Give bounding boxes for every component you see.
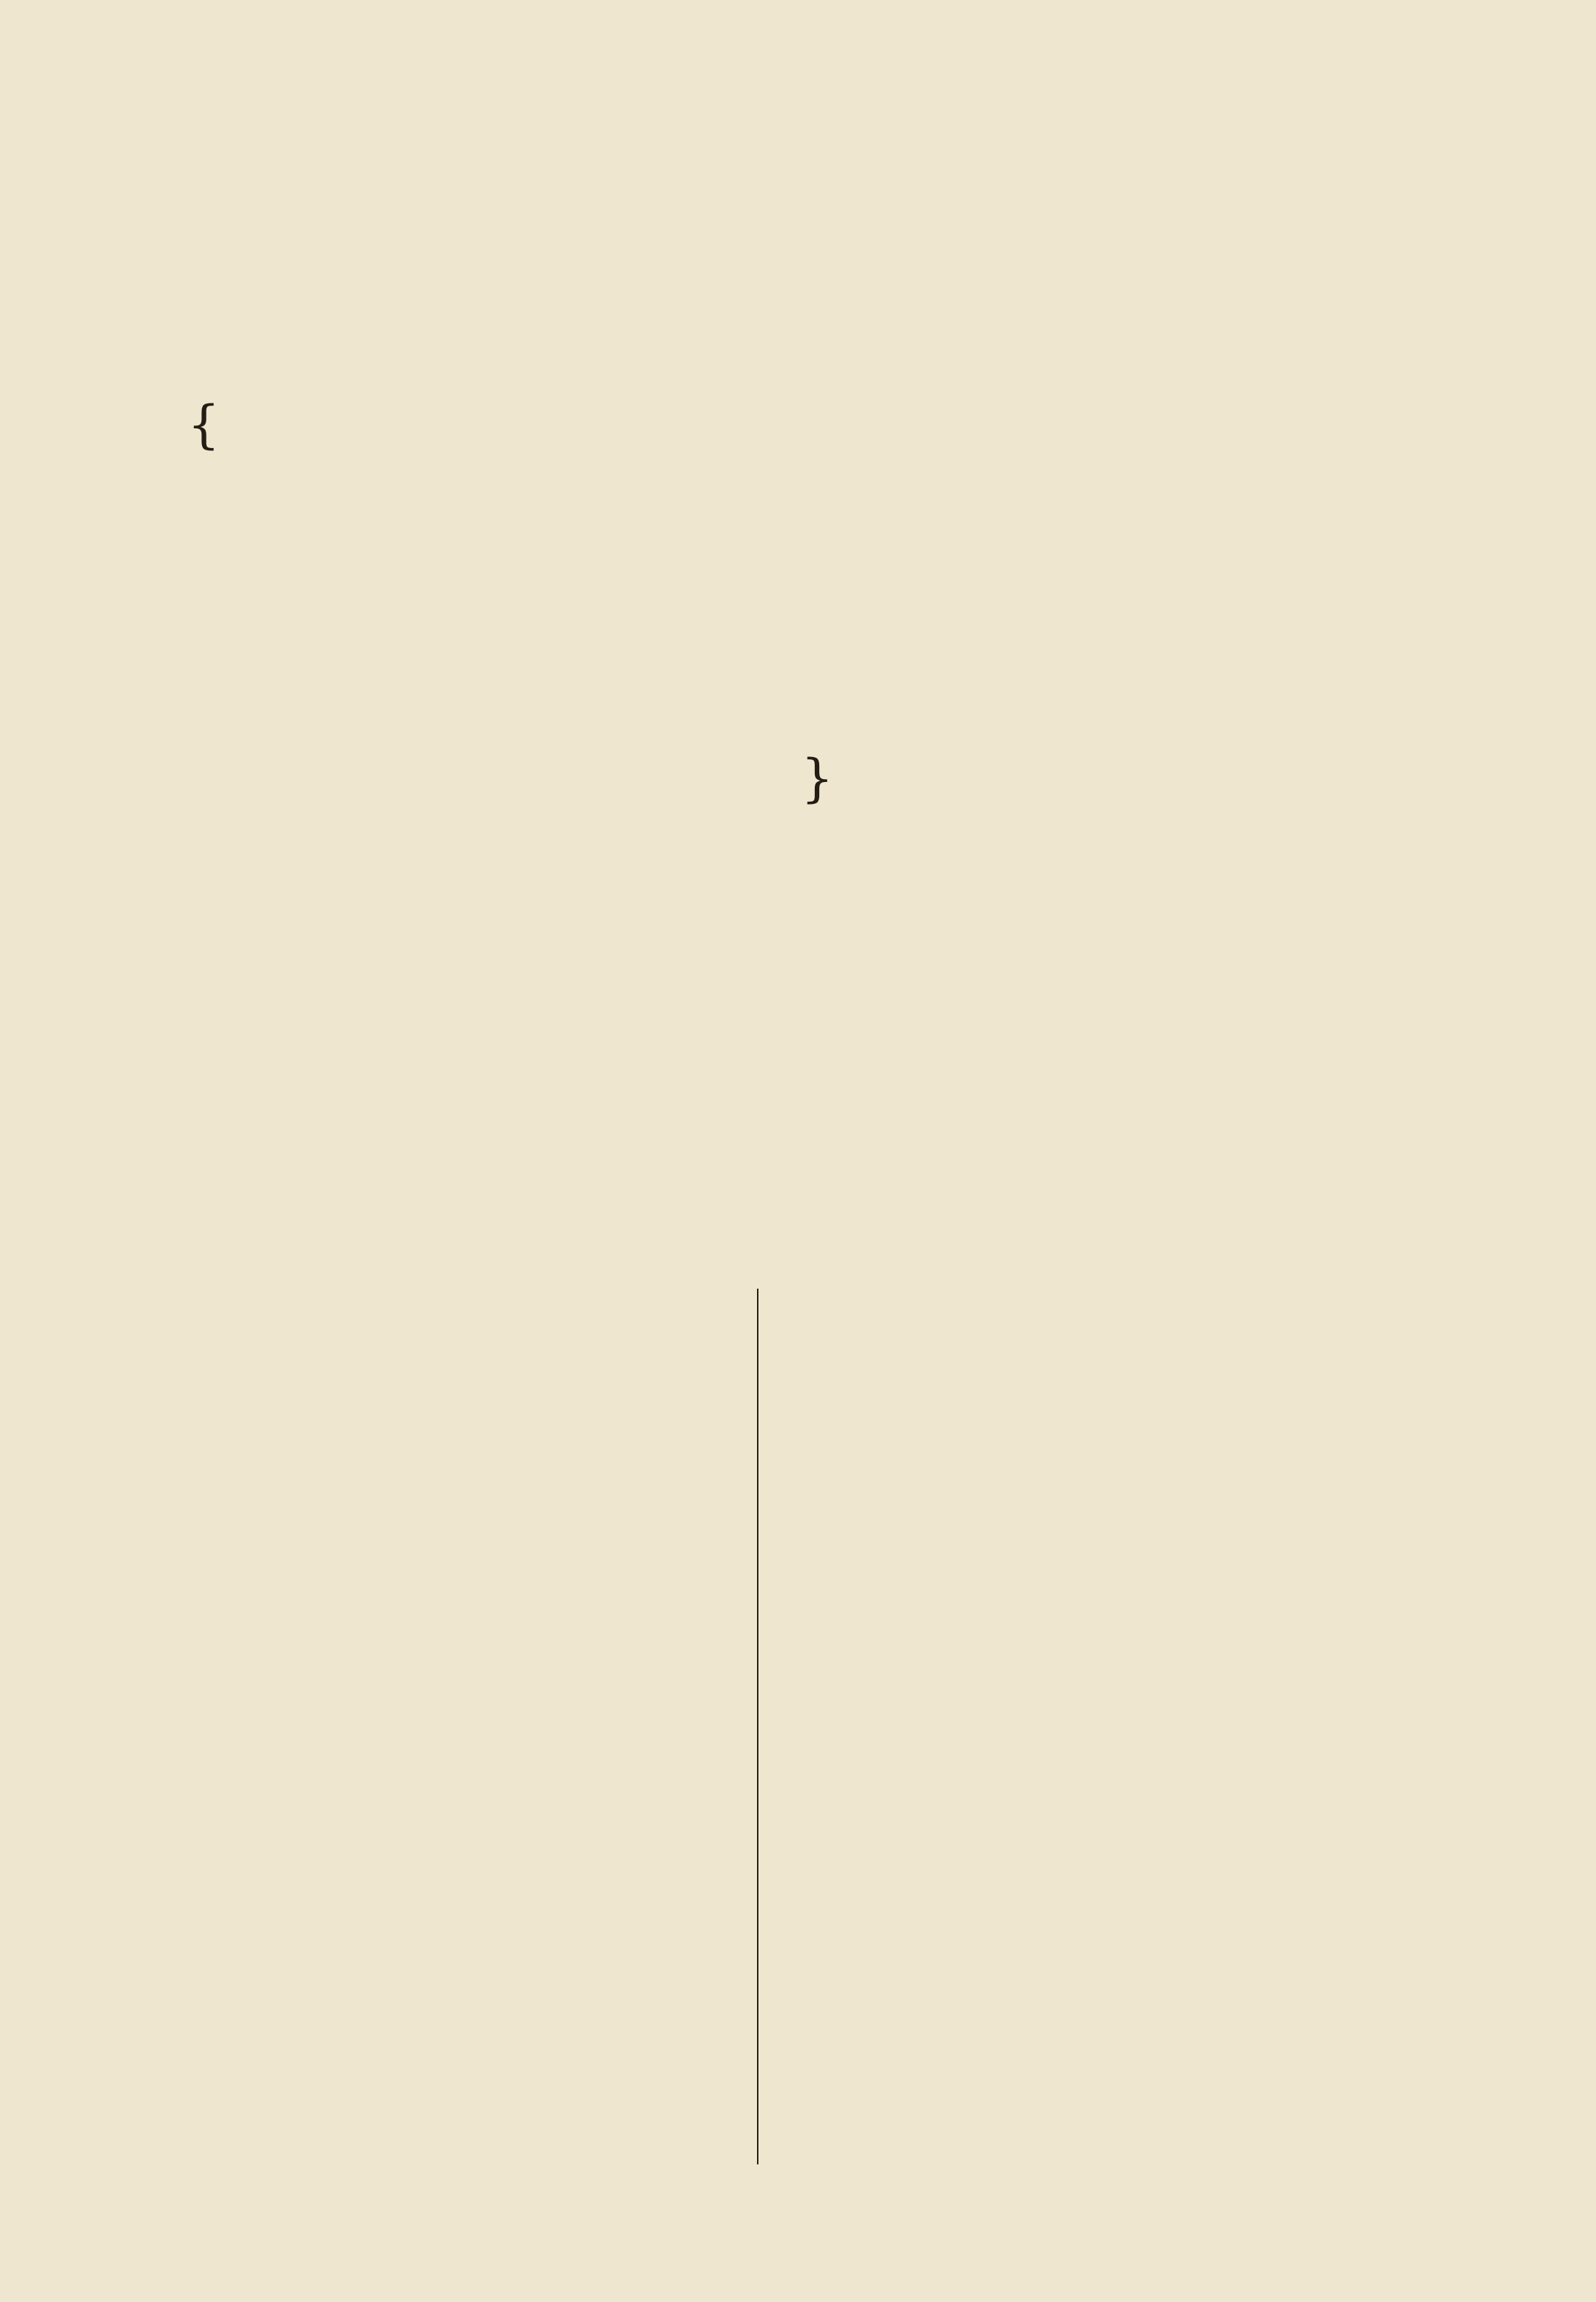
- music-system-2: [0, 652, 1596, 959]
- staff-lines-system-1: [0, 286, 1596, 593]
- staff-lines-system-3: [0, 988, 1596, 1267]
- staff-lines-system-2: [0, 652, 1596, 959]
- lyric-brace-right: }: [801, 748, 834, 808]
- music-system-3: [0, 988, 1596, 1267]
- lyric-brace: {: [187, 395, 220, 455]
- column-divider: [757, 1289, 758, 2164]
- music-system-1: [0, 286, 1596, 593]
